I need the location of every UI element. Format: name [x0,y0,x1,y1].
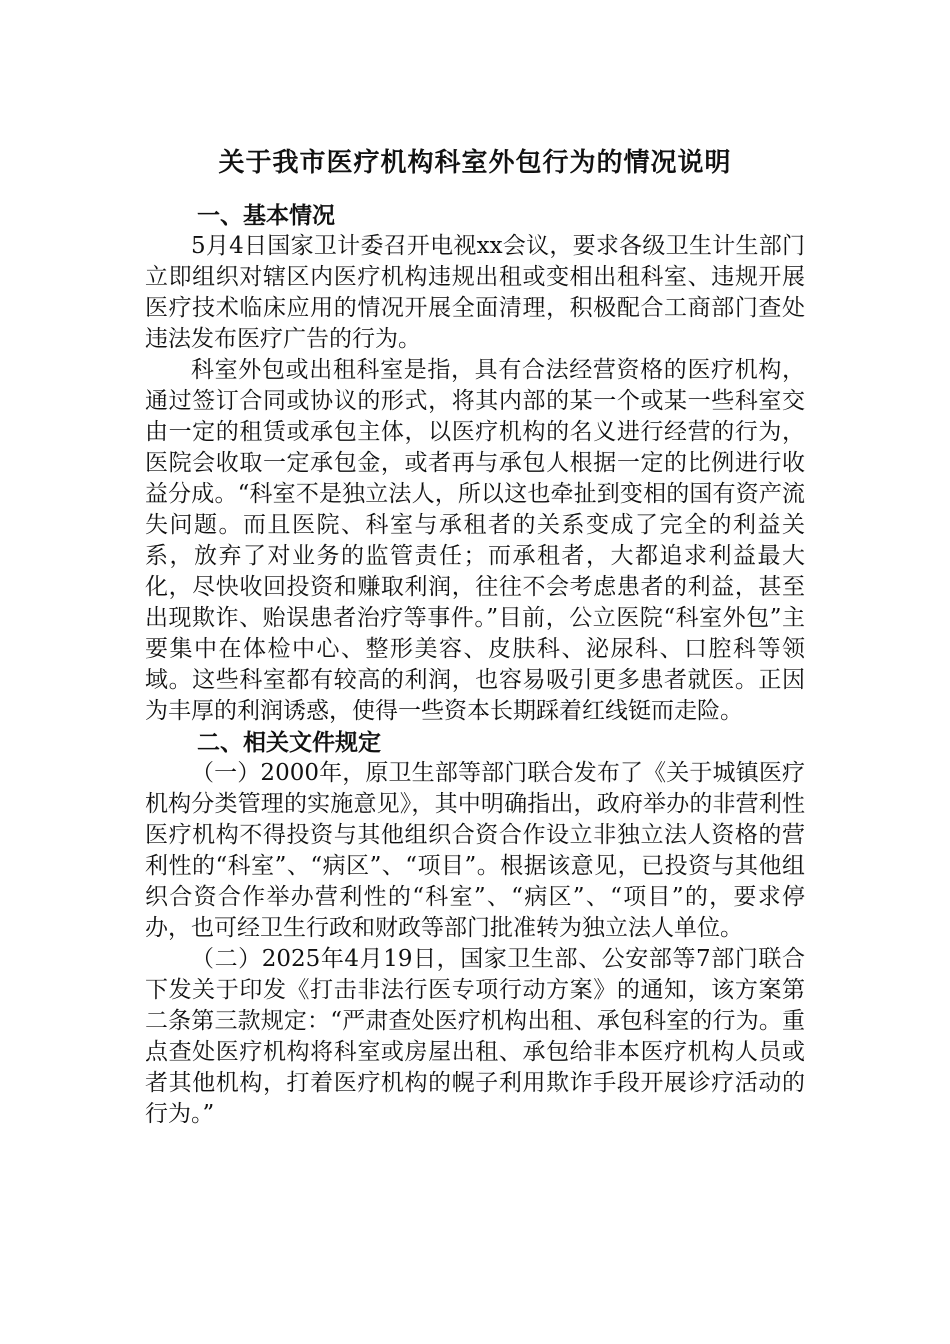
paragraph: （一）2000年，原卫生部等部门联合发布了《关于城镇医疗机构分类管理的实施意见》，其中明确指出，政府举办的非营利性医疗机构不得投资与其他组织合资合作设立非独立法人资格的营利性的“科室”、“病区”、“项目”。根据该意见，已投资与其他组织合资合作举办营利性的“科室”、“病区”、“项目”的，要求停办，也可经卫生行政和财政等部门批准转为独立法人单位。 [145,760,805,941]
section-heading: 二、相关文件规定 [197,729,381,756]
section-heading: 一、基本情况 [197,202,335,229]
document-body [145,200,805,1130]
paragraph: 5月4日国家卫计委召开电视xx会议，要求各级卫生计生部门立即组织对辖区内医疗机构违规出租或变相出租科室、违规开展医疗技术临床应用的情况开展全面清理，积极配合工商部门查处违法发布医疗广告的行为。 [145,233,805,352]
document-title: 关于我市医疗机构科室外包行为的情况说明 [218,148,732,178]
section-basic-situation [145,200,805,727]
paragraph: 科室外包或出租科室是指，具有合法经营资格的医疗机构，通过签订合同或协议的形式，将其内部的某一个或某一些科室交由一定的租赁或承包主体，以医疗机构的名义进行经营的行为，医院会收取一定承包金，或者再与承包人根据一定的比例进行收益分成。“科室不是独立法人，所以这也牵扯到变相的国有资产流失问题。而且医院、科室与承租者的关系变成了完全的利益关系，放弃了对业务的监管责任；而承租者，大都追求利益最大化，尽快收回投资和赚取利润，往往不会考虑患者的利益，甚至出现欺诈、贻误患者治疗等事件。”目前，公立医院“科室外包”主要集中在体检中心、整形美容、皮肤科、泌尿科、口腔科等领域。这些科室都有较高的利润，也容易吸引更多患者就医。正因为丰厚的利润诱惑，使得一些资本长期踩着红线铤而走险。 [145,357,805,724]
paragraph: （二）2025年4月19日，国家卫生部、公安部等7部门联合下发关于印发《打击非法行医专项行动方案》的通知，该方案第二条第三款规定：“严肃查处医疗机构出租、承包科室的行为。重点查处医疗机构将科室或房屋出租、承包给非本医疗机构人员或者其他机构，打着医疗机构的幌子利用欺诈手段开展诊疗活动的行为。” [145,946,805,1127]
section-related-regulations [145,727,805,1130]
